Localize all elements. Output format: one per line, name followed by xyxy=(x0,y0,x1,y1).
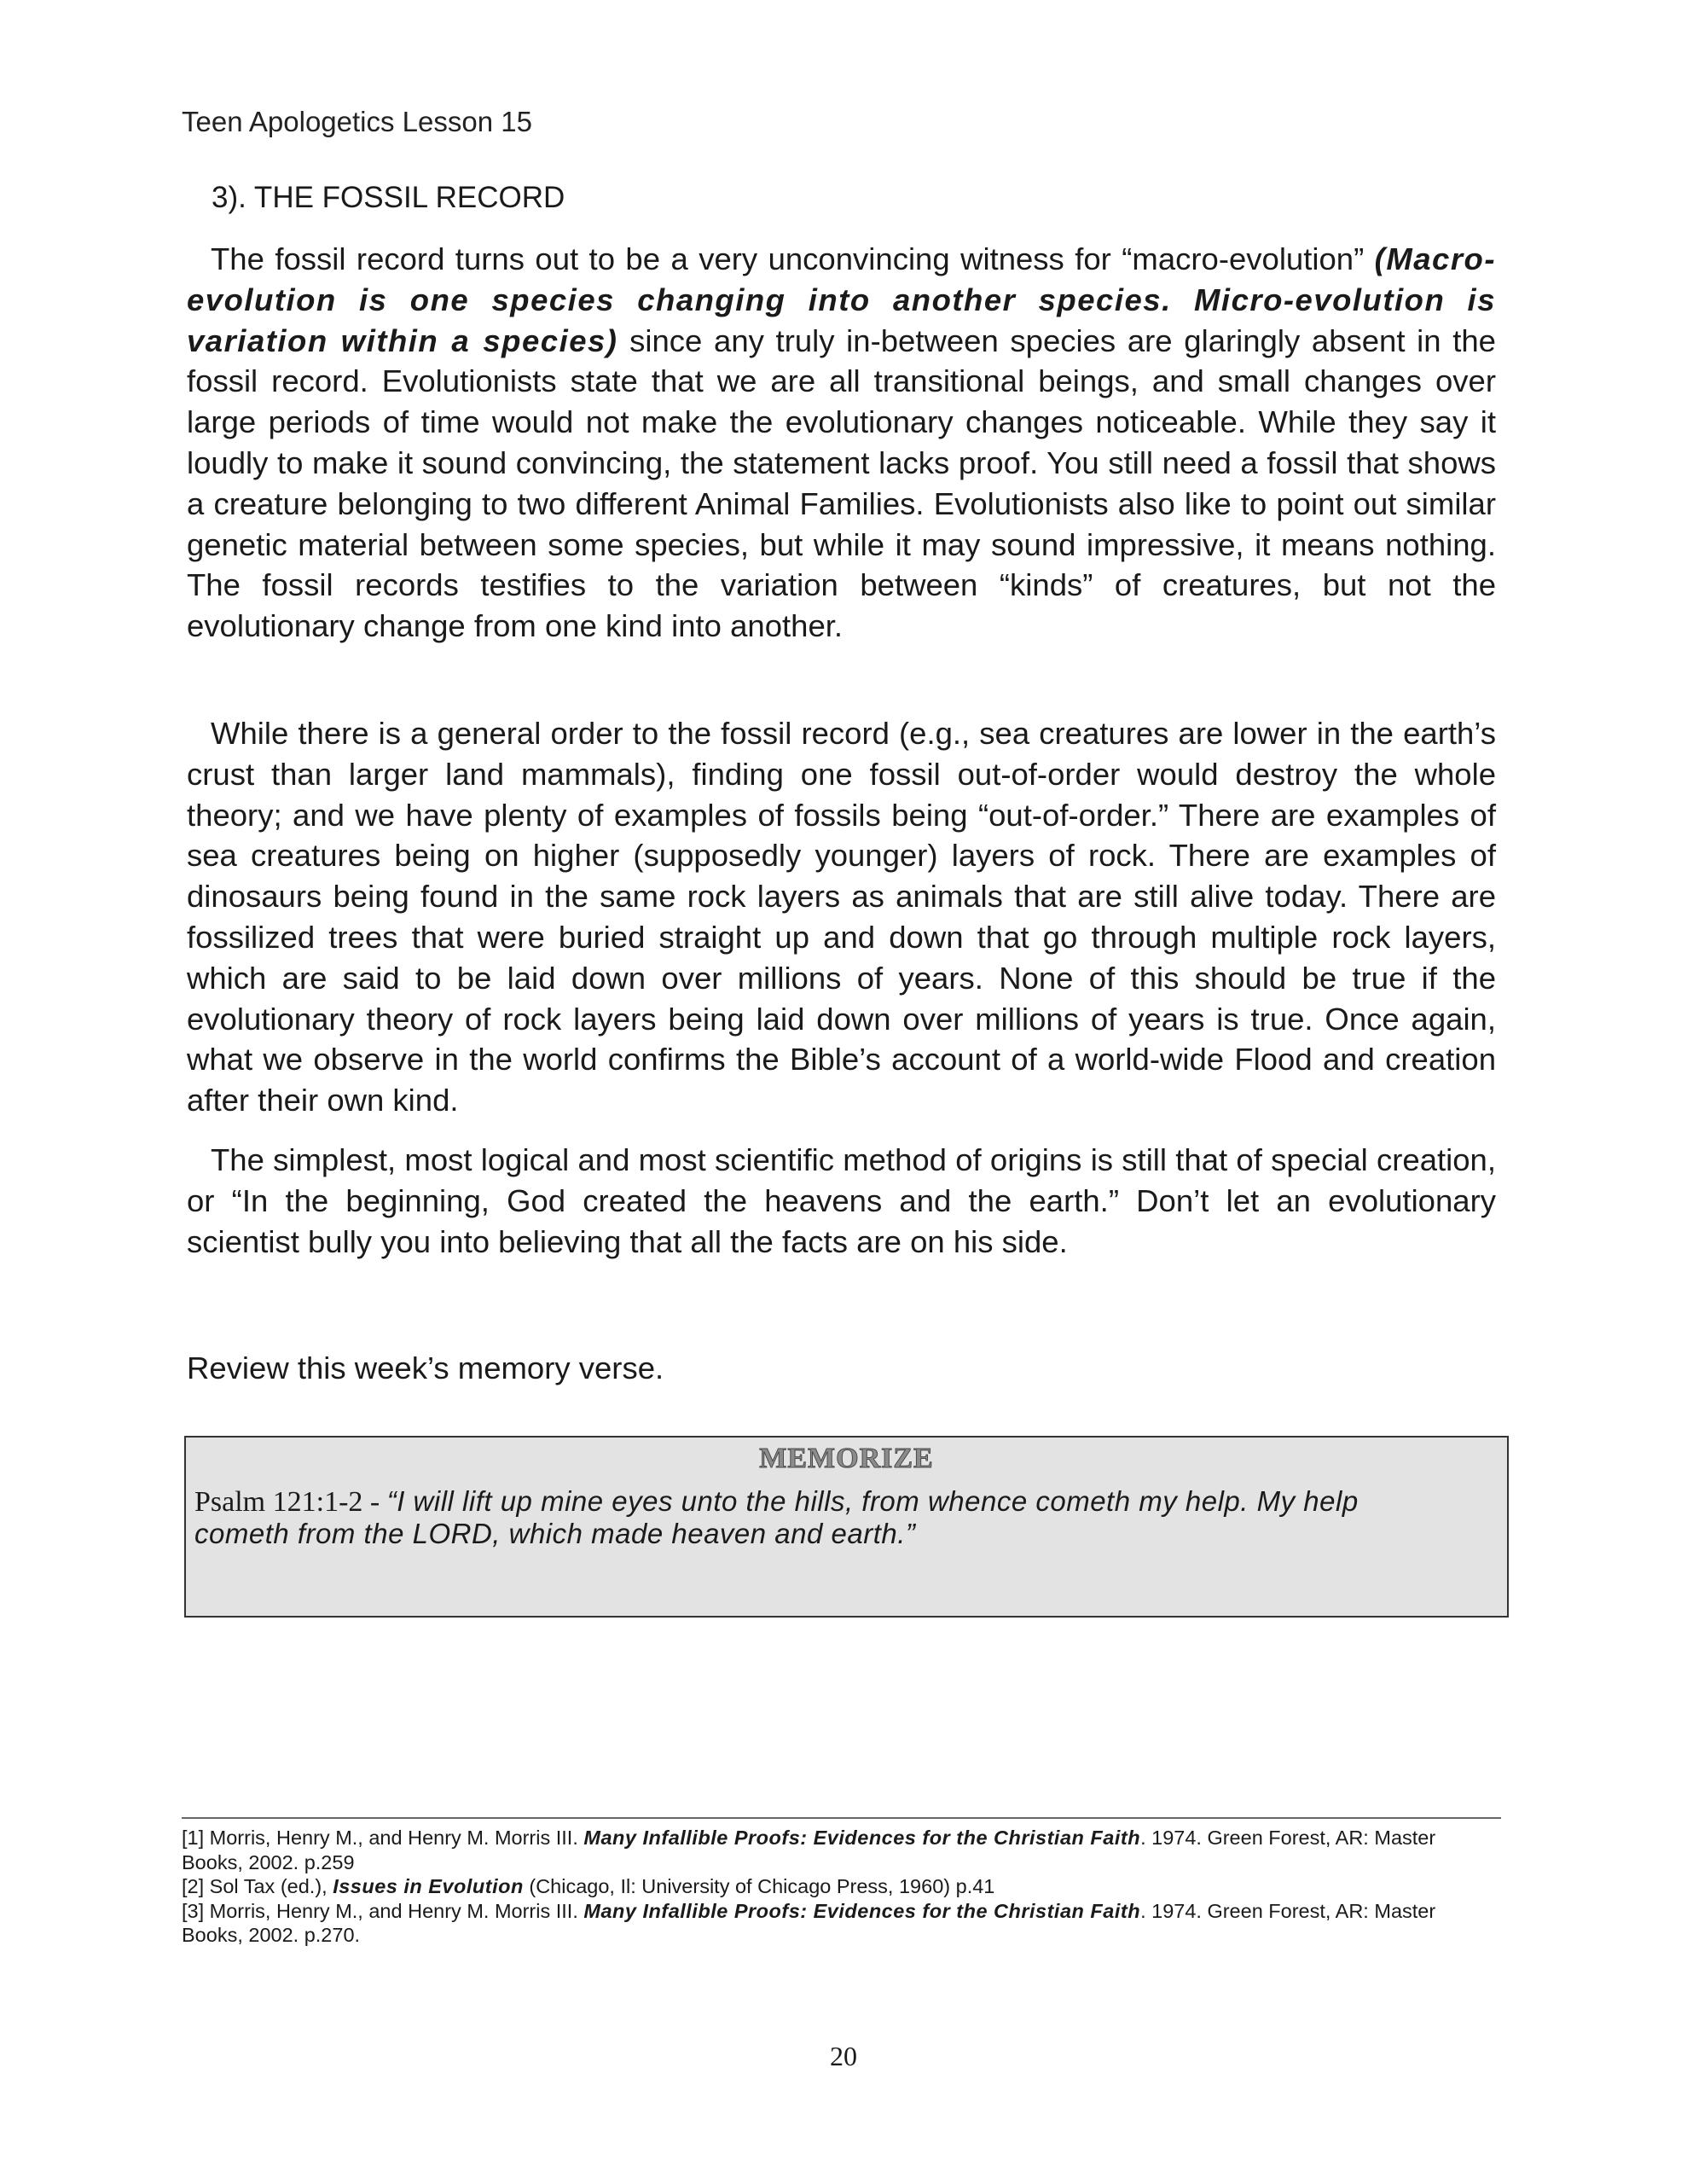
footnote-text: [3] Morris, Henry M., and Henry M. Morris III. xyxy=(182,1899,584,1922)
paragraph-special-creation: The simplest, most logical and most scientific method of origins is still that of special creation, or “In the beginning, God created the heavens and the earth.” Don’t let an evolutionary scientist bully you into believing that all the facts are on his side. xyxy=(187,1142,1496,1259)
footnote-2 xyxy=(182,1874,1501,1899)
running-header: Teen Apologetics Lesson 15 xyxy=(182,106,532,137)
footnote-title: Many Infallible Proofs: Evidences for the Christian Faith xyxy=(583,1899,1141,1922)
footnote-title: Issues in Evolution xyxy=(333,1875,524,1897)
page-number: 20 xyxy=(830,2041,857,2071)
footnote-title: Many Infallible Proofs: Evidences for the Christian Faith xyxy=(583,1827,1141,1849)
paragraph-lead: The fossil record turns out to be a very unconvincing witness for “macro-evolution” xyxy=(211,241,1375,276)
footnote-text: [2] Sol Tax (ed.), xyxy=(182,1875,333,1897)
paragraph-fossil-order: While there is a general order to the fossil record (e.g., sea creatures are lower in the earth’s crust than larger land mammals), finding one fossil out-of-order would destroy the whole theory; and we have plenty of examples of fossils being “out-of-order.” There are examples of sea creatures being on higher (supposedly younger) layers of rock. There are examples of dinosaurs being found in the same rock layers as animals that are still alive today. There are fossilized trees that were buried straight up and down that go through multiple rock layers, which are said to be laid down over millions of years. None of this should be true if the evolutionary theory of rock layers being laid down over millions of years is true. Once again, what we observe in the world confirms the Bible’s account of a world-wide Flood and creation after their own kind. xyxy=(187,716,1496,1118)
footnote-3 xyxy=(182,1899,1501,1948)
memorize-title: MEMORIZE xyxy=(759,1443,934,1474)
memory-verse xyxy=(194,1485,1456,1549)
footnote-text: [1] Morris, Henry M., and Henry M. Morris III. xyxy=(182,1827,584,1849)
verse-text: “I will lift up mine eyes unto the hills, from whence cometh my help. My help cometh from the LORD, which made heaven and earth.” xyxy=(194,1485,1359,1549)
verse-reference: Psalm 121:1-2 - xyxy=(194,1486,387,1518)
footnotes-list xyxy=(182,1826,1501,1948)
paragraph-fossil-record xyxy=(187,239,1496,647)
paragraph-tail: since any truly in-between species are glaringly absent in the fossil record. Evolutionists state that we are all transitional beings, and small changes over large periods of time would not make the evolutionary changes noticeable. While they say it loudly to make it sound convincing, the statement lacks proof. You still need a fossil that shows a creature belonging to two different Animal Families. Evolutionists also like to point out similar genetic material between some species, but while it may sound impressive, it means nothing. The fossil records testifies to the variation between “kinds” of creatures, but not the evolutionary change from one kind into another. xyxy=(187,322,1496,644)
footnote-divider xyxy=(182,1817,1501,1819)
footnote-text: . 1974. Green Forest, AR: Master Books, 2002. p.259 xyxy=(182,1827,1436,1873)
footnote-1 xyxy=(182,1826,1501,1874)
review-instruction: Review this week’s memory verse. xyxy=(187,1350,664,1385)
macro-micro-definition: (Macro-evolution is one species changing into another species. Micro-evolution is variation within a species) xyxy=(187,241,1496,358)
footnote-text: . 1974. Green Forest, AR: Master Books, 2002. p.270. xyxy=(182,1899,1436,1946)
section-heading: 3). THE FOSSIL RECORD xyxy=(212,181,565,214)
footnote-text: (Chicago, Il: University of Chicago Press, 1960) p.41 xyxy=(523,1875,995,1897)
memorize-box xyxy=(184,1436,1509,1618)
